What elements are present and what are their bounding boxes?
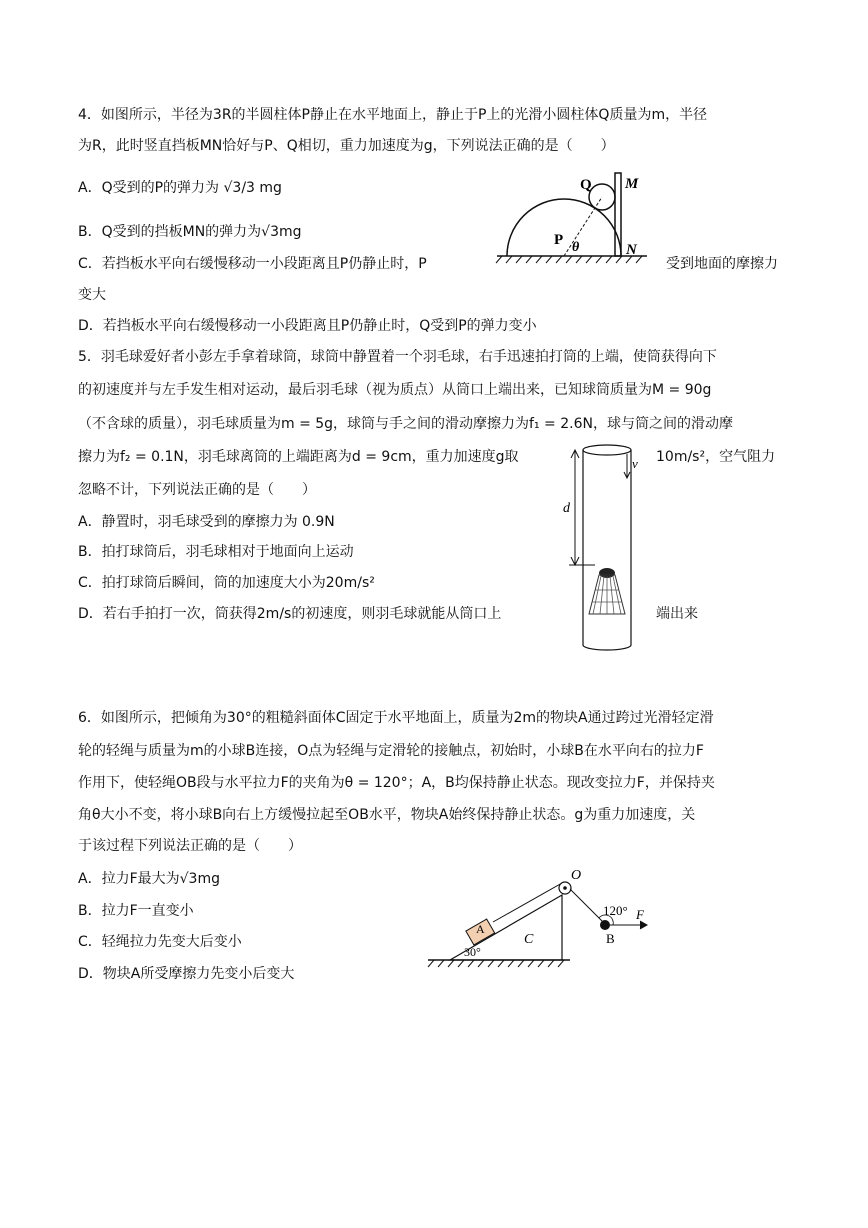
q6-stem-line5: 于该过程下列说法正确的是（ ） — [78, 838, 302, 854]
q5-label-v: v — [632, 456, 638, 471]
q4-option-d: D．若挡板水平向右缓慢移动一小段距离且P仍静止时，Q受到P的弹力变小 — [78, 318, 537, 334]
q6-option-b: B．拉力F一直变小 — [78, 903, 194, 919]
q6-label-o: O — [571, 868, 582, 883]
q6-label-a: A — [476, 922, 485, 936]
q5-stem-line5: 忽略不计，下列说法正确的是（ ） — [78, 482, 316, 498]
q6-option-d: D．物块A所受摩擦力先变小后变大 — [78, 966, 295, 982]
q5-stem-line4-left: 擦力为f₂ = 0.1N，羽毛球离筒的上端距离为d = 9cm，重力加速度g取 — [78, 449, 519, 465]
q5-stem-line1: 5．羽毛球爱好者小彭左手拿着球筒，球筒中静置着一个羽毛球，右手迅速拍打筒的上端，使筒获得向下 — [78, 349, 717, 365]
q6-force-f-arrowhead — [640, 921, 647, 929]
q4-label-p: P — [554, 232, 564, 248]
q4-option-a: A．Q受到的P的弹力为 √3/3 mg — [78, 180, 282, 196]
q5-option-b: B．拍打球筒后，羽毛球相对于地面向上运动 — [78, 544, 354, 560]
q6-stem-line3: 作用下，使轻绳OB段与水平拉力F的夹角为θ = 120°；A，B均保持静止状态。现改变拉力F，并保持夹 — [78, 775, 715, 791]
q6-label-f: F — [636, 907, 644, 922]
q6-label-30: 30° — [464, 945, 481, 959]
q5-figure — [555, 440, 645, 655]
q4-figure — [492, 168, 652, 268]
q5-label-d: d — [563, 501, 570, 516]
q6-label-c: C — [524, 932, 534, 947]
q6-label-120: 120° — [603, 903, 628, 918]
q5-tube-top — [583, 445, 631, 455]
q4-radius-line — [564, 197, 602, 256]
q6-label-b: B — [606, 931, 615, 946]
q6-ground-hatch — [428, 960, 564, 967]
q5-stem-line3: （不含球的质量），羽毛球质量为m = 5g，球筒与手之间的滑动摩擦力为f₁ = 2.6N，球与筒之间的滑动摩 — [78, 416, 733, 432]
q5-option-a: A．静置时，羽毛球受到的摩擦力为 0.9N — [78, 514, 335, 530]
q6-figure — [420, 865, 660, 975]
q4-label-q: Q — [580, 177, 592, 193]
q4-stem-line2: 为R，此时竖直挡板MN恰好与P、Q相切，重力加速度为g，下列说法正确的是（ ） — [78, 138, 615, 154]
q6-option-c: C．轻绳拉力先变大后变小 — [78, 934, 242, 950]
q6-stem-line1: 6．如图所示，把倾角为30°的粗糙斜面体C固定于水平地面上，质量为2m的物块A通过跨过光滑轻定滑 — [78, 710, 714, 726]
q4-option-c-line2: 变大 — [78, 287, 106, 303]
q6-pulley-axle — [563, 886, 567, 890]
q4-ground-hatch — [496, 256, 642, 263]
q4-label-m: M — [625, 176, 639, 192]
q6-stem-line2: 轮的轻绳与质量为m的小球B连接，O点为轻绳与定滑轮的接触点，初始时，小球B在水平向右的拉力F — [78, 743, 704, 759]
q6-rope-oa — [493, 883, 562, 922]
q6-rope-ob — [570, 889, 603, 922]
q5-option-d-right: 端出来 — [656, 606, 698, 622]
q4-label-n: N — [626, 242, 637, 258]
shuttlecock-icon — [589, 568, 625, 614]
q5-tube-bottom — [583, 645, 631, 650]
q5-option-d-left: D．若右手拍打一次，筒获得2m/s的初速度，则羽毛球就能从筒口上 — [78, 606, 502, 622]
q4-option-c-left: C．若挡板水平向右缓慢移动一小段距离且P仍静止时，P — [78, 256, 427, 272]
q4-half-cylinder-p — [507, 199, 621, 256]
q4-stem-line1: 4．如图所示，半径为3R的半圆柱体P静止在水平地面上，静止于P上的光滑小圆柱体Q质量为m，半径 — [78, 107, 708, 123]
q4-option-c-right: 受到地面的摩擦力 — [666, 256, 778, 272]
q6-option-a: A．拉力F最大为√3mg — [78, 871, 220, 887]
q4-label-theta: θ — [572, 240, 580, 255]
q5-stem-line4-right: 10m/s²，空气阻力 — [656, 449, 776, 465]
q6-ball-b — [600, 920, 610, 930]
q4-option-b: B．Q受到的挡板MN的弹力为√3mg — [78, 224, 302, 240]
q5-stem-line2: 的初速度并与左手发生相对运动，最后羽毛球（视为质点）从筒口上端出来，已知球筒质量为M = 90g — [78, 382, 712, 398]
q5-option-c: C．拍打球筒后瞬间，筒的加速度大小为20m/s² — [78, 575, 375, 591]
q6-stem-line4: 角θ大小不变，将小球B向右上方缓慢拉起至OB水平，物块A始终保持静止状态。g为重力加速度，关 — [78, 807, 696, 823]
